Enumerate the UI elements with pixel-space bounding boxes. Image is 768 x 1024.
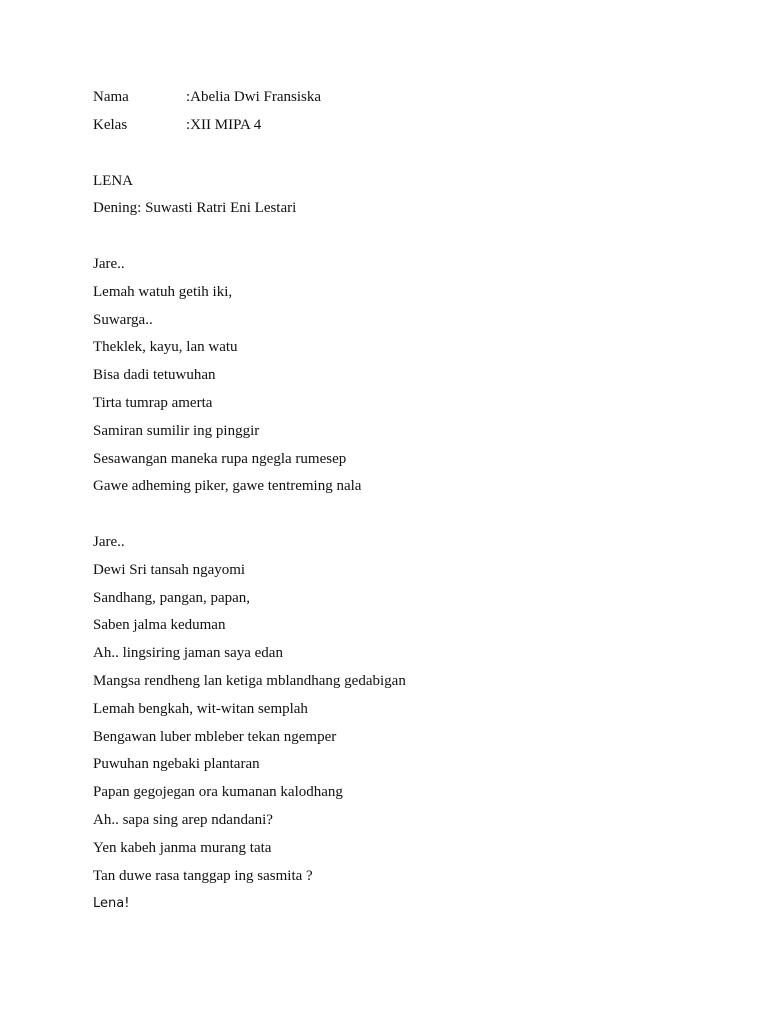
poem-line: Puwuhan ngebaki plantaran <box>93 756 260 773</box>
spacer <box>93 140 733 168</box>
poem-line: Lemah watuh getih iki, <box>93 283 233 300</box>
poem-line: Mangsa rendheng lan ketiga mblandhang gedabigan <box>93 672 406 689</box>
poem-line: Theklek, kayu, lan watu <box>93 339 238 356</box>
document-body <box>93 84 733 918</box>
poem-line: Bisa dadi tetuwuhan <box>93 367 216 384</box>
poem-line: Dewi Sri tansah ngayomi <box>93 561 246 578</box>
poem-line: Tan duwe rasa tanggap ing sasmita ? <box>93 867 313 884</box>
poem-line: Bengawan luber mbleber tekan ngemper <box>93 728 337 745</box>
poem-line: Saben jalma keduman <box>93 617 226 634</box>
class-row <box>93 112 733 140</box>
spacer <box>93 501 733 529</box>
poem-line: Sesawangan maneka rupa ngegla rumesep <box>93 450 347 467</box>
poem-line: Gawe adheming piker, gawe tentreming nala <box>93 478 362 495</box>
stanza-1 <box>93 251 733 501</box>
poem-line: Jare.. <box>93 533 125 550</box>
poem-title: LENA <box>93 172 133 189</box>
poem-line: Suwarga.. <box>93 311 153 328</box>
class-label: Kelas <box>93 116 128 133</box>
name-value: :Abelia Dwi Fransiska <box>186 89 321 105</box>
class-value: :XII MIPA 4 <box>186 116 262 133</box>
poem-line: Sandhang, pangan, papan, <box>93 589 251 606</box>
poem-line: Ah.. sapa sing arep ndandani? <box>93 811 273 828</box>
poem-line: Yen kabeh janma murang tata <box>93 839 272 856</box>
name-label: Nama <box>93 89 129 105</box>
poem-line: Ah.. lingsiring jaman saya edan <box>93 645 283 662</box>
poem-line: Papan gegojegan ora kumanan kalodhang <box>93 784 343 801</box>
name-row <box>93 84 733 112</box>
poem-line: Samiran sumilir ing pinggir <box>93 422 260 439</box>
poem-line: Tirta tumrap amerta <box>93 394 213 411</box>
stanza-2 <box>93 529 733 918</box>
poem-author: Dening: Suwasti Ratri Eni Lestari <box>93 200 297 217</box>
spacer <box>93 223 733 251</box>
poem-closing: Lena! <box>93 896 130 912</box>
poem-line: Jare.. <box>93 255 125 272</box>
poem-line: Lemah bengkah, wit-witan semplah <box>93 700 308 717</box>
